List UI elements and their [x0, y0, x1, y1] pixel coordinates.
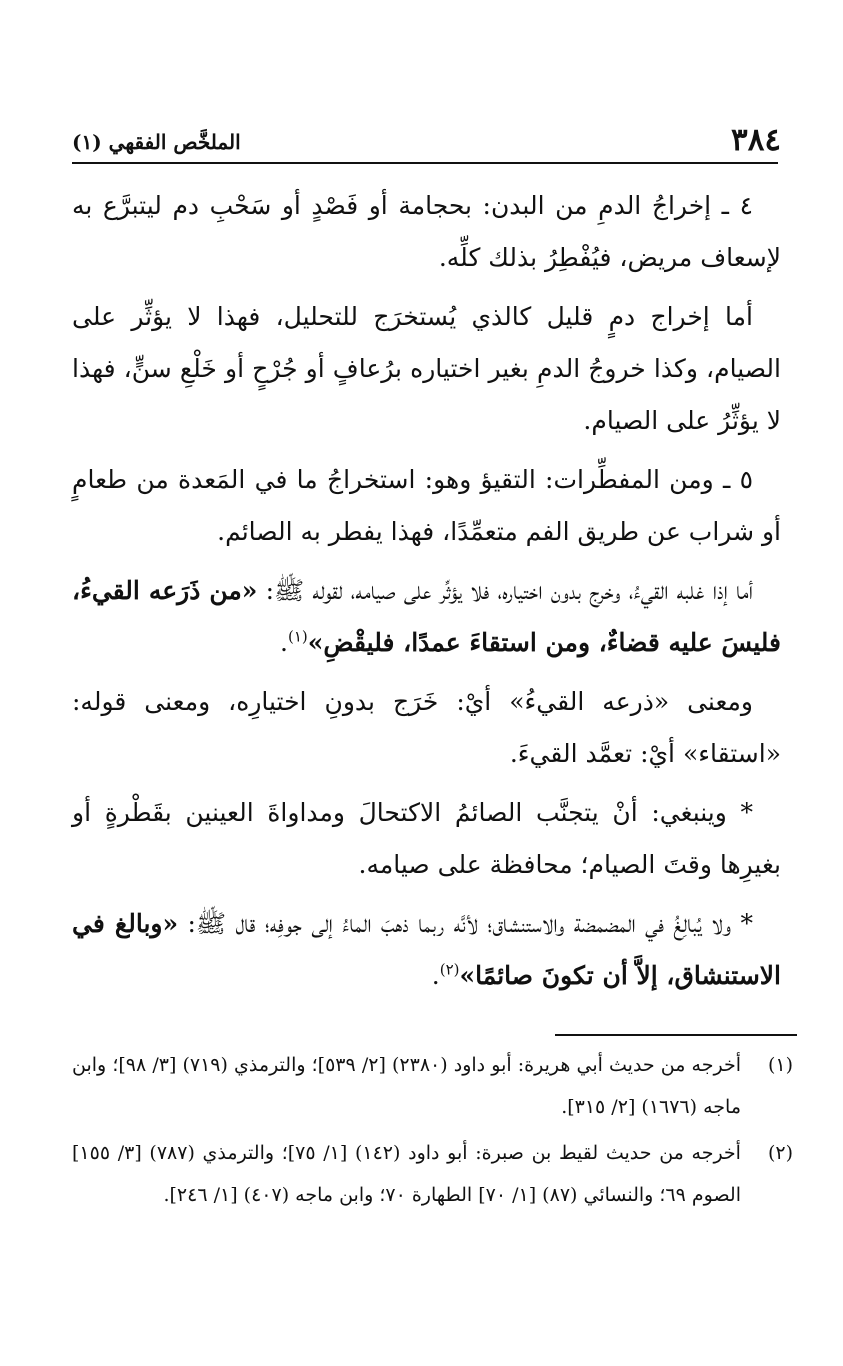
footnote-marker: (١) [767, 1054, 793, 1076]
paragraph-small-blood: أما إخراج دمٍ قليل كالذي يُستخرَج للتحليل، فهذا لا يؤثِّر على الصيام، وكذا خروجُ الدمِ بغير اختياره برُعافٍ أو جُرْحٍ أو خَلْعِ سنٍّ، فهذا لا يؤثِّرُ على الصيام. [72, 302, 781, 435]
paragraph-blood-extraction: ٤ ـ إخراجُ الدمِ من البدن: بحجامة أو فَصْدٍ أو سَحْبِ دم ليتبرَّع به لإسعاف مريض، فيُفْطِرُ بذلك كلِّه. [72, 191, 781, 272]
hadith-quote: «من ذَرَعه القيءُ، فليسَ عليه قضاءٌ، ومن استقاءَ عمدًا، فليقْضِ» [72, 576, 781, 657]
footnote-item [72, 1132, 793, 1216]
footnote-separator [555, 1034, 797, 1036]
paragraph-end: . [280, 628, 288, 657]
header-rule [72, 162, 778, 164]
paragraph-vomiting: ٥ ـ ومن المفطِّرات: التقيؤ وهو: استخراجُ ما في المَعدة من طعامٍ أو شراب عن طريق الفم متعمِّدًا، فهذا يفطر به الصائم. [72, 465, 781, 546]
paragraph-involuntary-vomiting [72, 565, 781, 669]
page-number: ٣٨٤ [731, 122, 781, 158]
paragraph-text: * ولا يُبالِغُ في المضمضة والاستنشاق؛ لأنَّه ربما ذهبَ الماءُ إلى جوفِه؛ قال ﷺ: [178, 909, 754, 938]
paragraph-meaning: ومعنى «ذرعه القيءُ» أيْ: خَرَج بدونِ اختيارِه، ومعنى قوله: «استقاء» أيْ: تعمَّد القيءَ. [72, 687, 781, 768]
paragraph-kohl: * وينبغي: أنْ يتجنَّب الصائمُ الاكتحالَ ومداواةَ العينين بقَطْرةٍ أو بغيرِها وقتَ الصيام؛ محافظة على صيامه. [72, 798, 781, 879]
footnote-text: أخرجه من حديث أبي هريرة: أبو داود (٢٣٨٠) [٢/ ٥٣٩]؛ والترمذي (٧١٩) [٣/ ٩٨]؛ وابن ماجه (١٦٧٦) [٢/ ٣١٥]. [72, 1054, 741, 1118]
footnotes [72, 1044, 793, 1220]
running-title: الملخَّص الفقهي (١) [72, 130, 241, 154]
footnote-item [72, 1044, 793, 1128]
footnote-reference: (١) [288, 627, 308, 646]
hadith-quote: «وبالغ في الاستنشاق، إلاَّ أن تكونَ صائمًا» [72, 909, 781, 990]
main-text [72, 180, 781, 1009]
footnote-text: أخرجه من حديث لقيط بن صبرة: أبو داود (١٤٢) [١/ ٧٥]؛ والترمذي (٧٨٧) [٣/ ١٥٥] الصوم ٦٩؛ والنسائي (٨٧) [١/ ٧٠] الطهارة ٧٠؛ وابن ماجه (٤٠٧) [١/ ٢٤٦]. [72, 1142, 741, 1206]
footnote-marker: (٢) [767, 1142, 793, 1164]
page-header [72, 118, 781, 162]
paragraph-text: أما إذا غلبه القيءُ، وخرج بدون اختياره، فلا يؤثِّر على صيامه، لقوله ﷺ: [257, 576, 753, 605]
footnote-reference: (٢) [439, 960, 460, 979]
paragraph-end: . [431, 961, 440, 990]
paragraph-rinsing [72, 898, 781, 1002]
